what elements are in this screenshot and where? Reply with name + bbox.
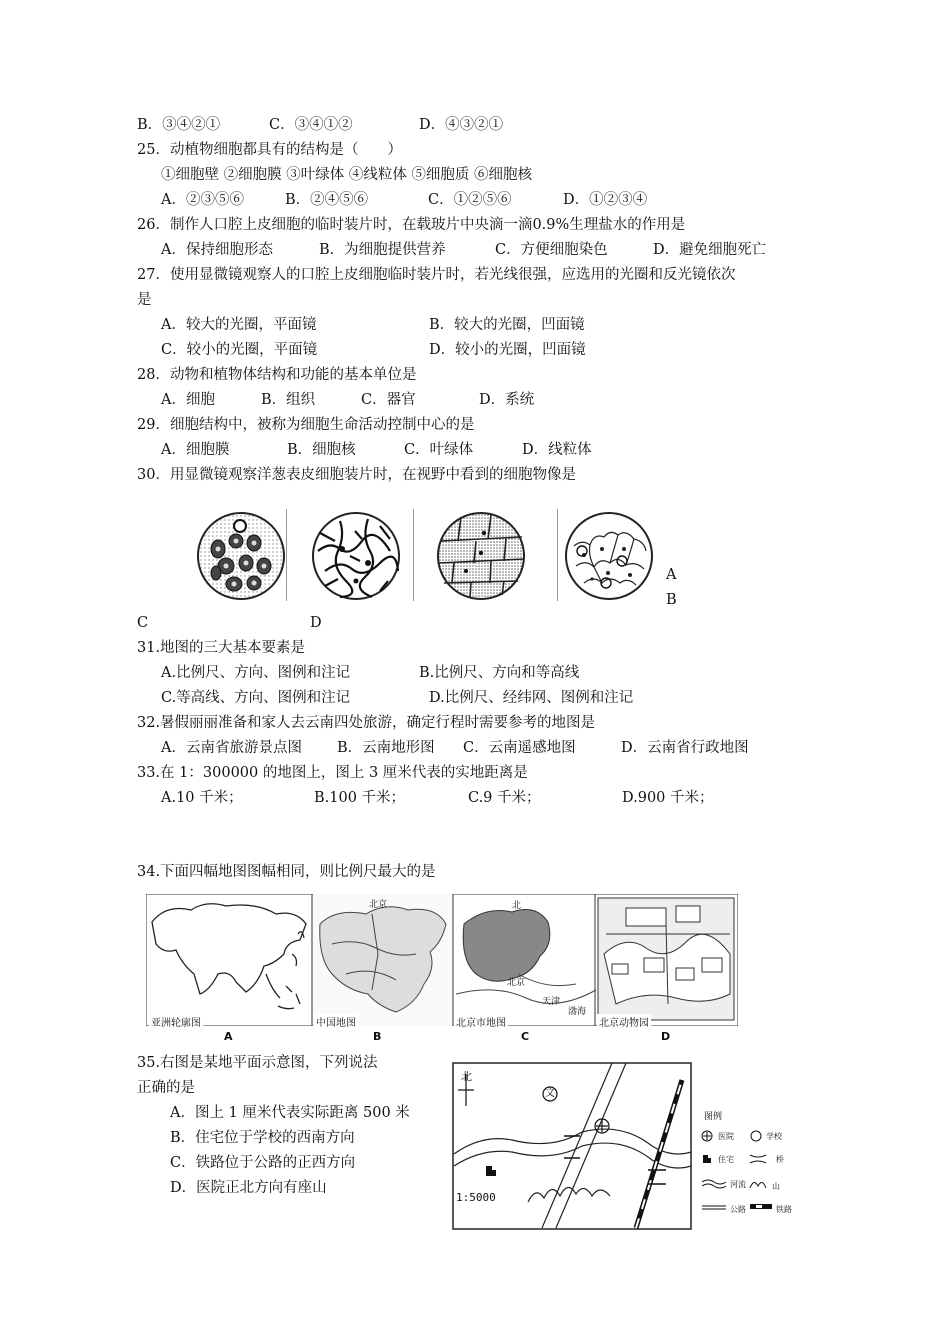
q24-option-c: C．③④①② [269, 117, 353, 133]
q27-option-c: C．较小的光圈，平面镜 [161, 342, 318, 358]
q32-stem: 32.暑假丽丽准备和家人去云南四处旅游，确定行程时需要参考的地图是 [137, 715, 596, 731]
q30-stem: 30．用显微镜观察洋葱表皮细胞装片时，在视野中看到的细胞物像是 [137, 467, 576, 483]
q30-label-b: B [666, 592, 677, 608]
q29-option-c: C．叶绿体 [404, 442, 474, 458]
map-a-caption: 亚洲轮廓图 [149, 1014, 203, 1029]
q29-stem: 29．细胞结构中，被称为细胞生命活动控制中心的是 [137, 417, 475, 433]
q31-options-row2 [161, 689, 633, 707]
q35-stem: 35.右图是某地平面示意图，下列说法 [137, 1055, 378, 1071]
micrograph-onion-cells [436, 511, 526, 601]
q32-options [161, 739, 749, 757]
q29-option-d: D．线粒体 [522, 442, 592, 458]
legend-bridge: 桥 [776, 1155, 784, 1164]
legend-residence: 住宅 [718, 1155, 734, 1164]
q32-option-d: D．云南省行政地图 [621, 740, 749, 756]
q26-option-c: C．方便细胞染色 [495, 242, 608, 258]
q26-stem: 26．制作人口腔上皮细胞的临时装片时，在载玻片中央滴一滴0.9%生理盐水的作用是 [137, 217, 686, 233]
q33-option-d: D.900 千米； [622, 790, 714, 806]
map-b-caption: 中国地图 [314, 1014, 358, 1029]
q33-option-b: B.100 千米； [314, 790, 406, 806]
micrograph-divider [557, 509, 558, 601]
q26-options [161, 241, 766, 259]
q28-option-c: C．器官 [361, 392, 416, 408]
legend-railway: 铁路 [776, 1205, 792, 1214]
q25-options [161, 191, 647, 209]
plan-school-symbol: 文 [545, 1088, 555, 1099]
q27-options-row2 [161, 341, 586, 359]
q31-option-d: D.比例尺、经纬网、图例和注记 [429, 690, 634, 706]
micrograph-epithelial-cells [564, 511, 654, 601]
legend-road: 公路 [730, 1205, 746, 1214]
q29-option-a: A．细胞膜 [161, 442, 230, 458]
q35-option-d: D．医院正北方向有座山 [170, 1180, 327, 1196]
q28-option-a: A．细胞 [161, 392, 215, 408]
q29-options [161, 441, 592, 459]
q25-items: ①细胞壁 ②细胞膜 ③叶绿体 ④线粒体 ⑤细胞质 ⑥细胞核 [161, 167, 533, 183]
q33-stem: 33.在 1：300000 的地图上，图上 3 厘米代表的实地距离是 [137, 765, 528, 781]
q27-option-b: B．较大的光圈，凹面镜 [429, 317, 585, 333]
map-b-letter: B [373, 1030, 382, 1043]
legend-mountain: 山 [772, 1182, 780, 1191]
q31-option-a: A.比例尺、方向、图例和注记 [161, 665, 351, 681]
beijing-map-north-label: 北 [512, 901, 522, 911]
q31-option-c: C.等高线、方向、图例和注记 [161, 690, 351, 706]
q27-stem: 27．使用显微镜观察人的口腔上皮细胞临时装片时，若光线很强，应选用的光圈和反光镜依次 [137, 267, 736, 283]
legend-river: 河流 [730, 1180, 746, 1189]
map-d-letter: D [661, 1030, 671, 1043]
q30-label-a: A [666, 567, 677, 583]
beijing-map-bohai-label: 渤海 [568, 1007, 587, 1017]
q28-options [161, 391, 534, 409]
q24-option-d: D．④③②① [419, 117, 504, 133]
map-a-letter: A [224, 1030, 233, 1043]
micrograph-divider [286, 509, 287, 601]
legend-school: 学校 [766, 1132, 782, 1141]
q24-options [137, 116, 503, 134]
four-maps-figure [146, 894, 738, 1026]
q32-option-c: C．云南遥感地图 [463, 740, 576, 756]
q30-label-d: D [310, 615, 322, 631]
micrograph-nerve-cells [310, 511, 402, 601]
q35-stem-cont: 正确的是 [137, 1080, 195, 1096]
q33-option-a: A.10 千米； [161, 790, 243, 806]
q25-option-b: B．②④⑤⑥ [285, 192, 369, 208]
q31-options-row1 [161, 664, 579, 682]
q31-stem: 31.地图的三大基本要素是 [137, 640, 306, 656]
q29-option-b: B．细胞核 [287, 442, 356, 458]
plan-scale-label: 1:5000 [456, 1191, 496, 1204]
beijing-map-tianjin-label: 天津 [542, 997, 561, 1007]
map-c-letter: C [521, 1030, 530, 1043]
q30-label-c: C [137, 615, 149, 631]
q33-options [161, 789, 714, 807]
beijing-map-beijing-label: 北京 [507, 978, 526, 988]
q27-option-a: A．较大的光圈，平面镜 [161, 317, 317, 333]
q27-options-row1 [161, 316, 585, 334]
q32-option-b: B．云南地形图 [337, 740, 435, 756]
q26-option-d: D．避免细胞死亡 [653, 242, 767, 258]
china-map-beijing-label: 北京 [369, 900, 388, 910]
q27-stem-cont: 是 [137, 292, 152, 308]
micrograph-divider [413, 509, 414, 601]
q32-option-a: A．云南省旅游景点图 [161, 740, 302, 756]
q34-stem: 34.下面四幅地图图幅相同，则比例尺最大的是 [137, 864, 436, 880]
q28-stem: 28．动物和植物体结构和功能的基本单位是 [137, 367, 417, 383]
q33-option-c: C.9 千米； [468, 790, 541, 806]
q35-option-a: A．图上 1 厘米代表实际距离 500 米 [170, 1105, 410, 1121]
q25-option-d: D．①②③④ [563, 192, 648, 208]
q25-stem: 25．动植物细胞都具有的结构是（ ） [137, 142, 402, 158]
q25-option-c: C．①②⑤⑥ [428, 192, 512, 208]
legend-hospital: 医院 [718, 1132, 734, 1141]
q25-option-a: A．②③⑤⑥ [161, 192, 244, 208]
plan-north-label: 北 [461, 1070, 472, 1083]
micrograph-blood-cells [196, 511, 286, 601]
map-d-caption: 北京动物园 [597, 1014, 651, 1029]
q28-option-d: D．系统 [479, 392, 535, 408]
q28-option-b: B．组织 [261, 392, 316, 408]
map-c-caption: 北京市地图 [454, 1014, 508, 1029]
q24-option-b: B．③④②① [137, 117, 221, 133]
q27-option-d: D．较小的光圈，凹面镜 [429, 342, 586, 358]
q26-option-b: B．为细胞提供营养 [319, 242, 446, 258]
beijing-zoo-map [598, 898, 734, 1020]
q31-option-b: B.比例尺、方向和等高线 [419, 665, 580, 681]
legend-title: 图例 [704, 1112, 723, 1122]
q35-option-c: C．铁路位于公路的正西方向 [170, 1155, 356, 1171]
q35-option-b: B．住宅位于学校的西南方向 [170, 1130, 355, 1146]
q26-option-a: A．保持细胞形态 [161, 242, 273, 258]
